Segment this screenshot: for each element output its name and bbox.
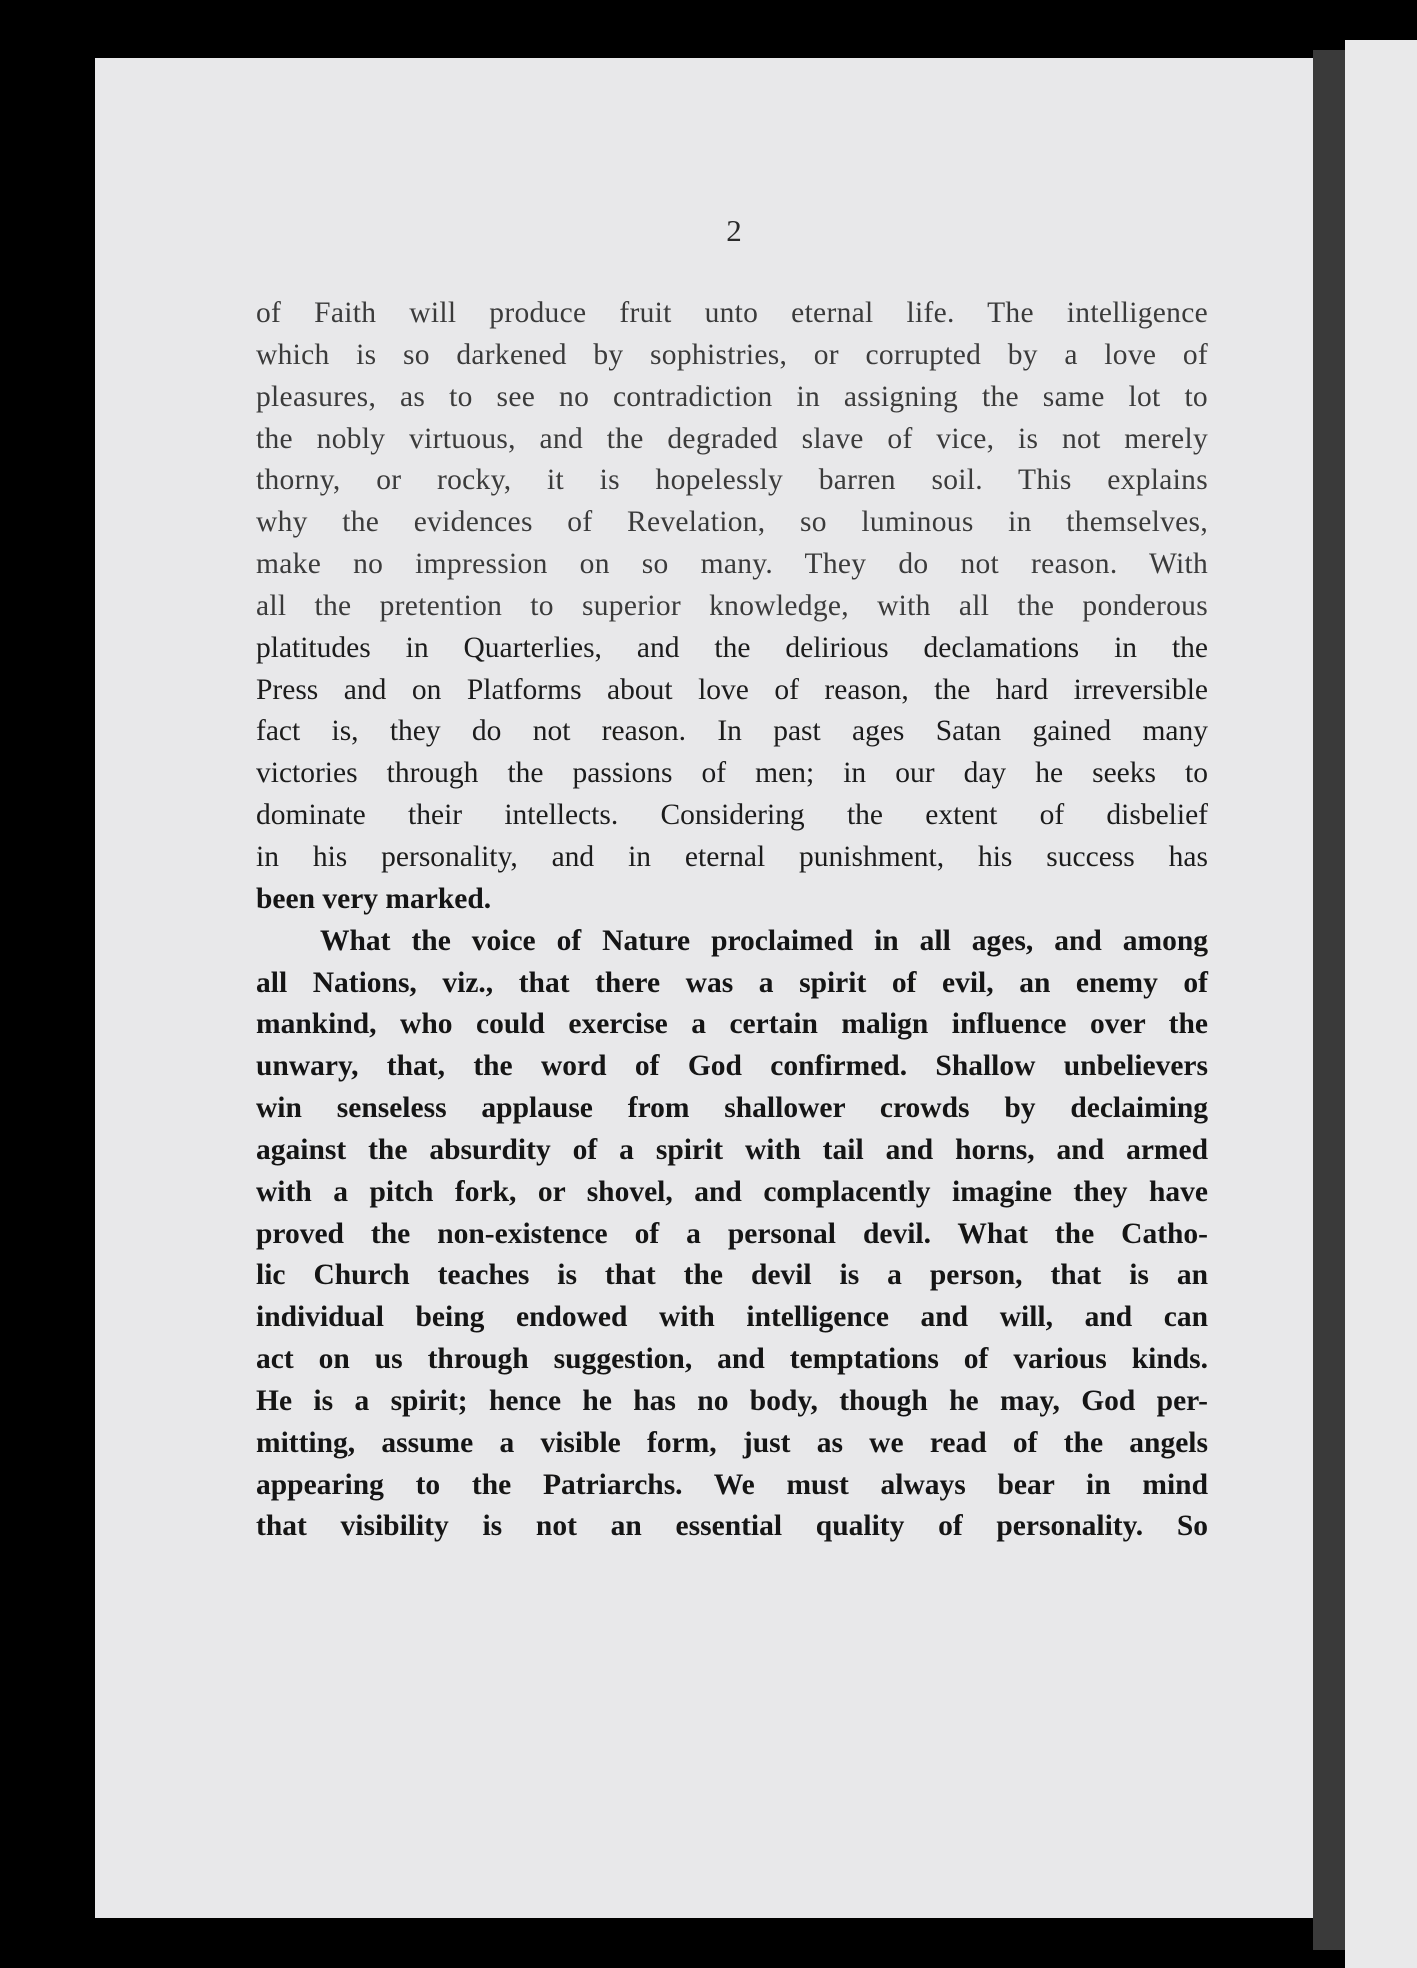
text-line: which is so darkened by sophistries, or corrupted by a love of: [256, 338, 1208, 371]
text-line: in his personality, and in eternal punishment, his success has: [256, 840, 1208, 873]
adjacent-page-edge: [1345, 40, 1417, 1968]
text-line: fact is, they do not reason. In past ages Satan gained many: [256, 715, 1208, 748]
text-line: all the pretention to superior knowledge, with all the ponderous: [256, 589, 1208, 622]
text-line: Press and on Platforms about love of reason, the hard irreversible: [256, 673, 1208, 706]
page-number: 2: [726, 213, 742, 248]
text-line: why the evidences of Revelation, so luminous in themselves,: [256, 506, 1208, 539]
text-line: pleasures, as to see no contradiction in assigning the same lot to: [256, 380, 1208, 413]
text-line: win senseless applause from shallower crowds by declaiming: [256, 1092, 1208, 1125]
text-line: been very marked.: [256, 882, 492, 915]
text-line: that visibility is not an essential quality of personality. So: [256, 1510, 1208, 1543]
text-line: victories through the passions of men; in our day he seeks to: [256, 757, 1208, 790]
text-line: all Nations, viz., that there was a spirit of evil, an enemy of: [256, 966, 1208, 999]
text-line: lic Church teaches is that the devil is a person, that is an: [256, 1259, 1208, 1292]
text-line: What the voice of Nature proclaimed in all ages, and among: [320, 924, 1208, 957]
text-line: He is a spirit; hence he has no body, though he may, God per-: [256, 1384, 1208, 1417]
text-line: dominate their intellects. Considering the extent of disbelief: [256, 799, 1208, 832]
text-line: mitting, assume a visible form, just as we read of the angels: [256, 1426, 1208, 1459]
text-line: act on us through suggestion, and temptations of various kinds.: [256, 1343, 1208, 1376]
text-line: the nobly virtuous, and the degraded slave of vice, is not merely: [256, 422, 1208, 455]
body-text: [256, 293, 1208, 1548]
paragraph-1: [256, 293, 1208, 921]
text-line: proved the non-existence of a personal devil. What the Catho-: [256, 1217, 1208, 1250]
text-line: of Faith will produce fruit unto eternal life. The intelligence: [256, 297, 1208, 329]
text-line: make no impression on so many. They do not reason. With: [256, 548, 1208, 581]
text-line: appearing to the Patriarchs. We must always bear in mind: [256, 1468, 1208, 1501]
text-line: mankind, who could exercise a certain malign influence over the: [256, 1008, 1208, 1041]
text-line: individual being endowed with intelligence and will, and can: [256, 1301, 1208, 1334]
page-spine-shadow: [1313, 50, 1345, 1950]
text-line: against the absurdity of a spirit with tail and horns, and armed: [256, 1133, 1208, 1166]
text-line: platitudes in Quarterlies, and the delirious declamations in the: [256, 631, 1208, 664]
paragraph-2: [256, 921, 1208, 1549]
text-line: thorny, or rocky, it is hopelessly barren soil. This explains: [256, 464, 1208, 497]
text-line: with a pitch fork, or shovel, and complacently imagine they have: [256, 1175, 1208, 1208]
text-line: unwary, that, the word of God confirmed. Shallow unbelievers: [256, 1050, 1208, 1083]
